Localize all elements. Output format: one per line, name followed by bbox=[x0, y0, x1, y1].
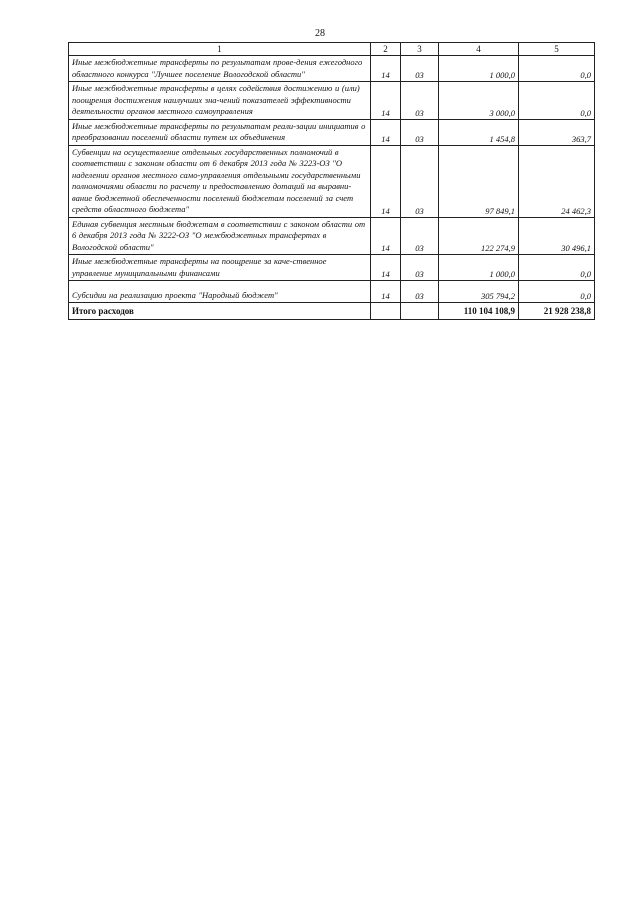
row-name: Субвенции на осуществление отдельных государственных полномочий в соответствии с законом области от 6 декабря 2013 года № 3223-ОЗ "О наделении органов местного само-управления отдельными государственными полномочиями области по расчету и предоставлению дотаций на выравни-вание бюджетной обеспеченности поселений бюджетам поселений за счет средств областного бюджета" bbox=[69, 145, 371, 217]
table-row bbox=[69, 119, 595, 145]
row-section-code: 14 bbox=[371, 281, 401, 303]
row-name: Иные межбюджетные трансферты по результатам реали-зации инициатив о преобразовании поселений области путем их объединения bbox=[69, 119, 371, 145]
row-name: Иные межбюджетные трансферты в целях содействия достижению и (или) поощрения достижения наилучших зна-чений показателей эффективности деятельности органов местного самоуправления bbox=[69, 82, 371, 120]
total-amount-total: 110 104 108,9 bbox=[439, 303, 519, 320]
table-row bbox=[69, 145, 595, 217]
row-section-code: 14 bbox=[371, 145, 401, 217]
column-header-3: 3 bbox=[401, 43, 439, 56]
row-amount-total: 1 000,0 bbox=[439, 56, 519, 82]
row-subsection-code: 03 bbox=[401, 281, 439, 303]
budget-table bbox=[68, 42, 595, 320]
row-amount-total: 97 849,1 bbox=[439, 145, 519, 217]
row-subsection-code: 03 bbox=[401, 255, 439, 281]
total-amount-quarter: 21 928 238,8 bbox=[519, 303, 595, 320]
row-amount-total: 122 274,9 bbox=[439, 217, 519, 255]
table-header-row bbox=[69, 43, 595, 56]
row-amount-total: 1 000,0 bbox=[439, 255, 519, 281]
row-section-code: 14 bbox=[371, 82, 401, 120]
column-header-2: 2 bbox=[371, 43, 401, 56]
row-section-code: 14 bbox=[371, 217, 401, 255]
row-section-code: 14 bbox=[371, 255, 401, 281]
row-name: Единая субвенция местным бюджетам в соответствии с законом области от 6 декабря 2013 года № 3222-ОЗ "О межбюджетных трансфертах в Вологодской области" bbox=[69, 217, 371, 255]
row-section-code: 14 bbox=[371, 56, 401, 82]
total-label: Итого расходов bbox=[69, 303, 371, 320]
row-amount-quarter: 0,0 bbox=[519, 82, 595, 120]
row-amount-quarter: 0,0 bbox=[519, 255, 595, 281]
row-subsection-code: 03 bbox=[401, 82, 439, 120]
row-name: Иные межбюджетные трансферты по результатам прове-дения ежегодного областного конкурса "Лучшее поселение Вологодской области" bbox=[69, 56, 371, 82]
row-subsection-code: 03 bbox=[401, 145, 439, 217]
row-amount-quarter: 0,0 bbox=[519, 56, 595, 82]
row-amount-quarter: 0,0 bbox=[519, 281, 595, 303]
table-row bbox=[69, 255, 595, 281]
row-name: Иные межбюджетные трансферты на поощрение за каче-ственное управление муниципальными финансами bbox=[69, 255, 371, 281]
table-row bbox=[69, 56, 595, 82]
table-row bbox=[69, 217, 595, 255]
column-header-1: 1 bbox=[69, 43, 371, 56]
total-empty-cell bbox=[371, 303, 401, 320]
row-subsection-code: 03 bbox=[401, 119, 439, 145]
row-subsection-code: 03 bbox=[401, 217, 439, 255]
table-row bbox=[69, 281, 595, 303]
total-row bbox=[69, 303, 595, 320]
row-amount-quarter: 24 462,3 bbox=[519, 145, 595, 217]
row-section-code: 14 bbox=[371, 119, 401, 145]
column-header-5: 5 bbox=[519, 43, 595, 56]
row-amount-total: 1 454,8 bbox=[439, 119, 519, 145]
table-row bbox=[69, 82, 595, 120]
page-number: 28 bbox=[315, 28, 325, 39]
row-amount-quarter: 363,7 bbox=[519, 119, 595, 145]
row-amount-total: 3 000,0 bbox=[439, 82, 519, 120]
row-subsection-code: 03 bbox=[401, 56, 439, 82]
total-empty-cell bbox=[401, 303, 439, 320]
row-name: Субсидии на реализацию проекта "Народный бюджет" bbox=[69, 281, 371, 303]
row-amount-quarter: 30 496,1 bbox=[519, 217, 595, 255]
row-amount-total: 305 794,2 bbox=[439, 281, 519, 303]
column-header-4: 4 bbox=[439, 43, 519, 56]
